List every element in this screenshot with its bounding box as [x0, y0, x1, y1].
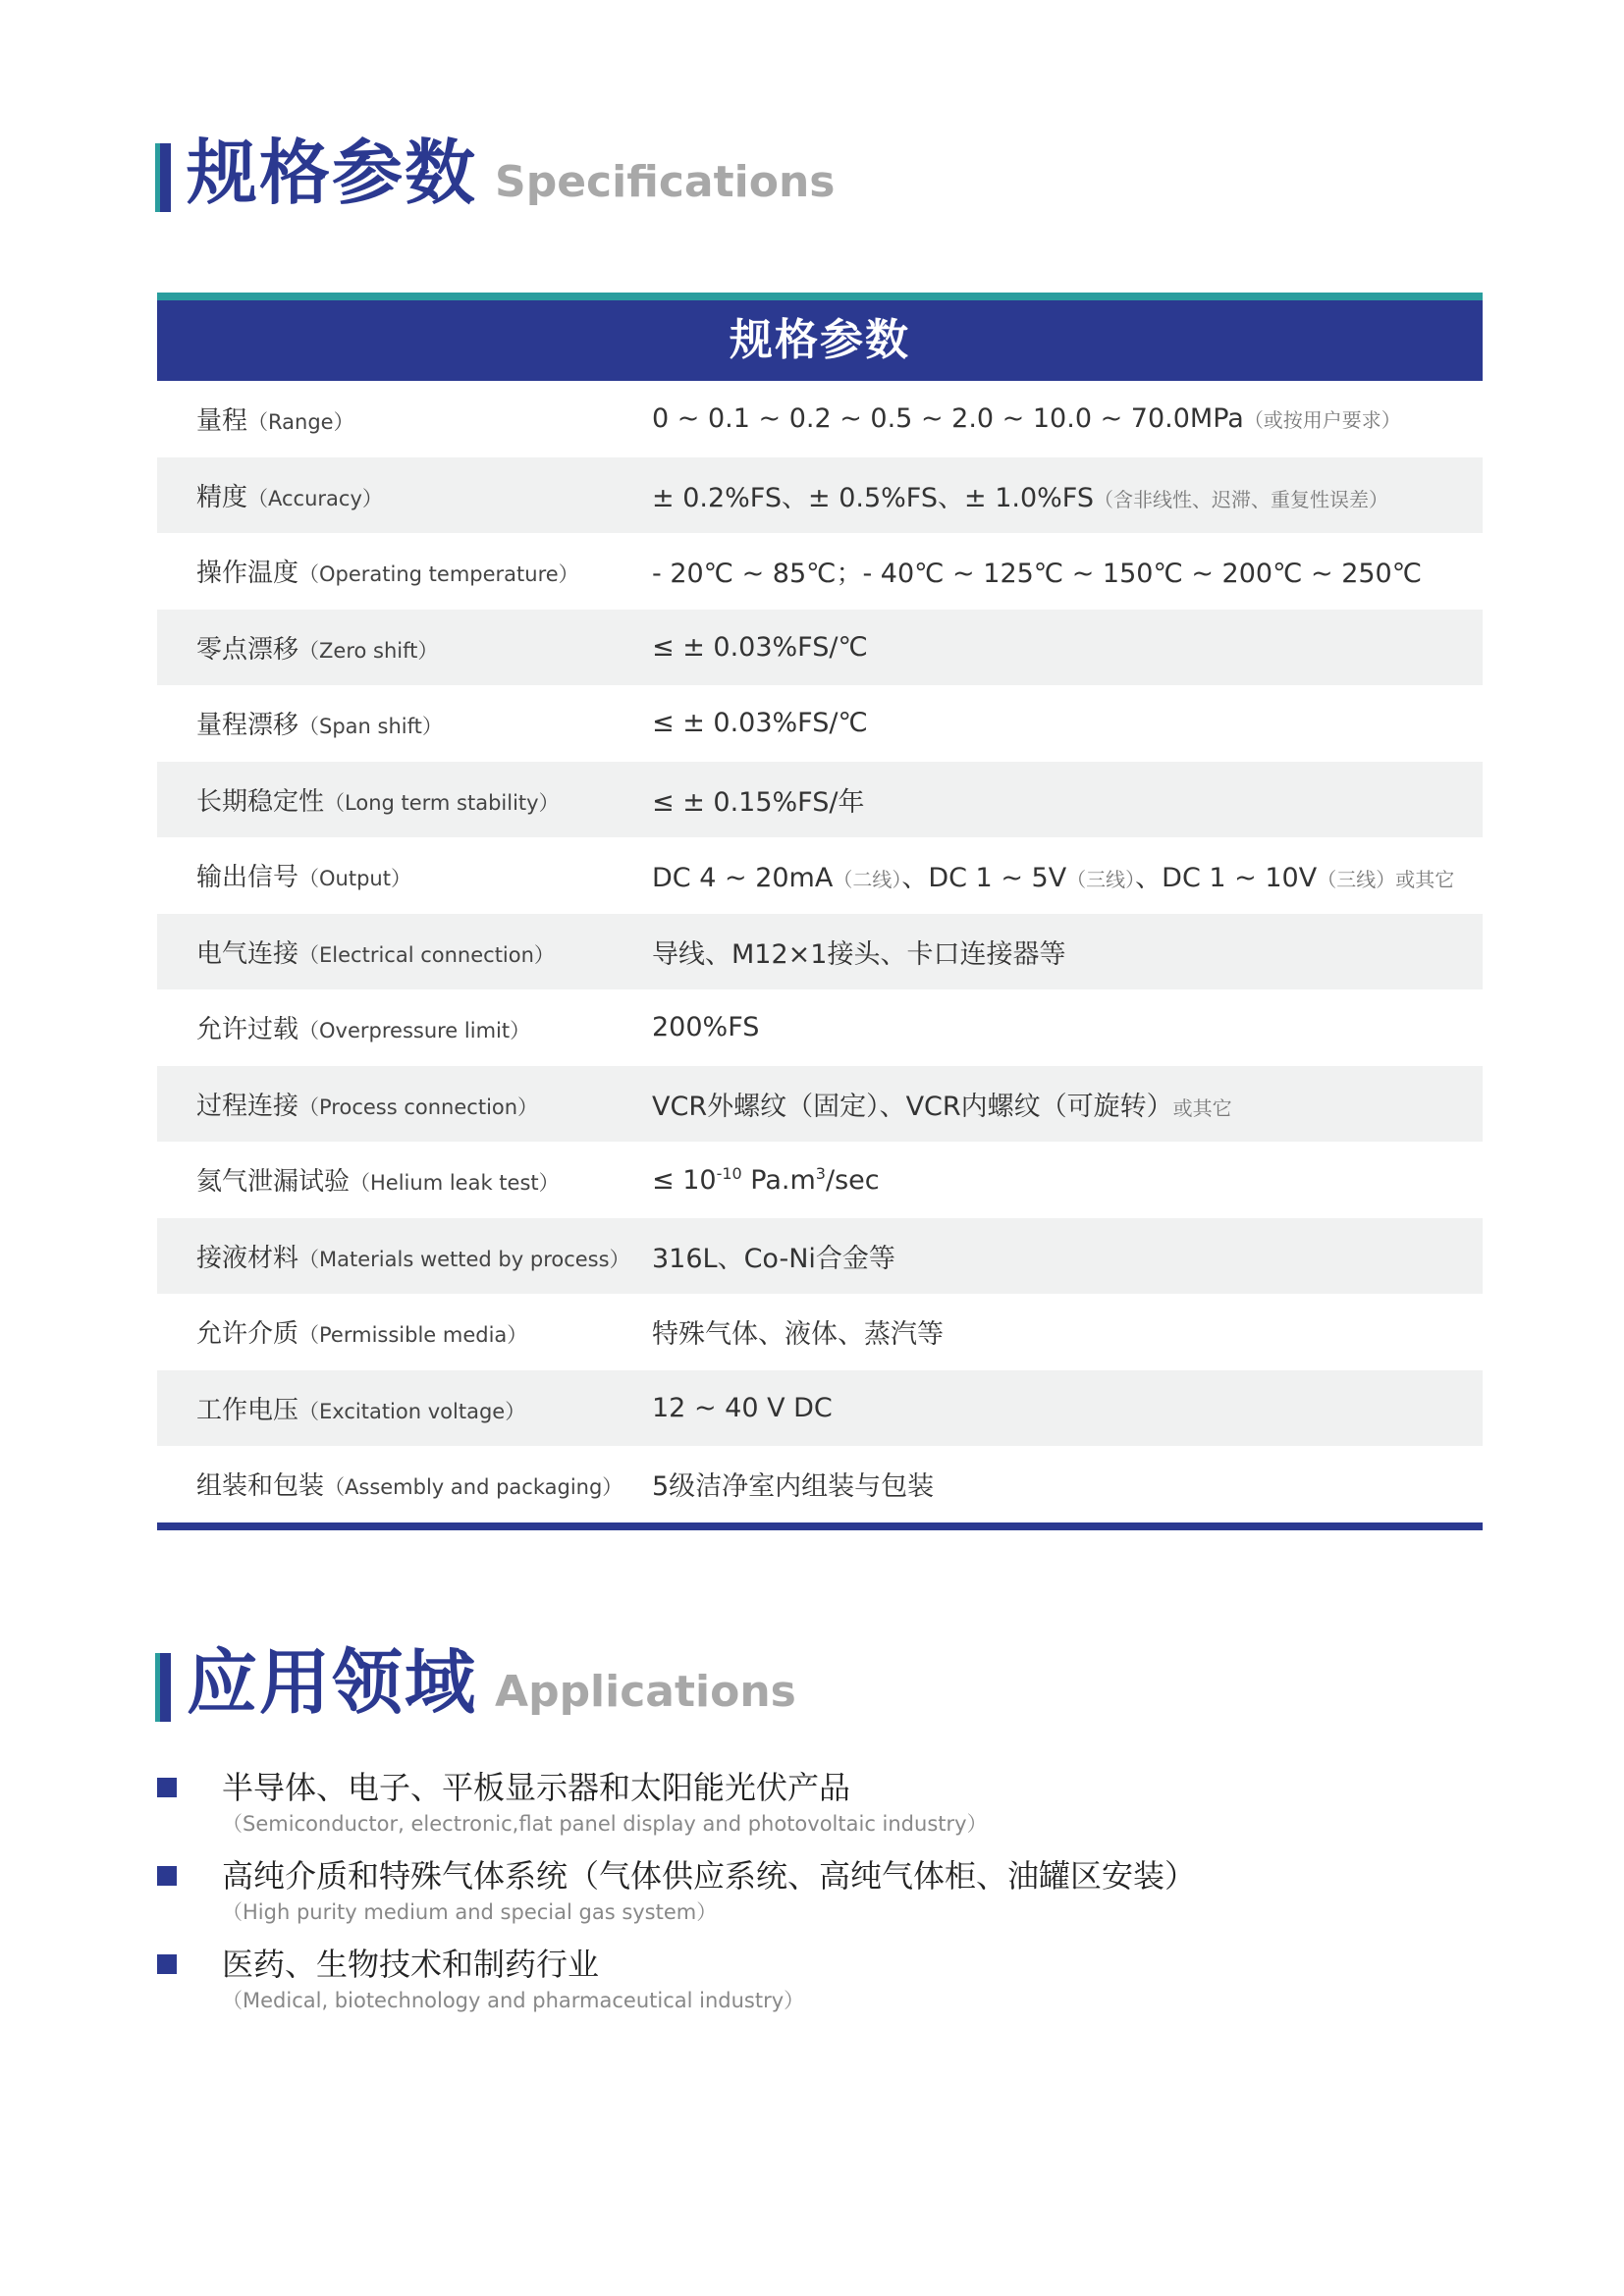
row-label [157, 1086, 652, 1122]
row-value-note: （含非线性、迟滞、重复性误差） [1093, 487, 1388, 511]
row-value-note: （或按用户要求） [1243, 408, 1401, 433]
row-label-cn: 允许过载 [196, 1015, 299, 1045]
row-value-exponent: 3 [815, 1163, 826, 1183]
row-value [652, 1465, 934, 1503]
row-value-note: （三线） [1317, 868, 1396, 892]
table-row-zero-shift [157, 610, 1483, 686]
row-label-en: （Operating temperature） [298, 562, 579, 587]
heading-accent-bar [155, 143, 171, 212]
list-item [157, 1855, 1483, 1944]
row-value-text: 、DC 1 ~ 5V [901, 863, 1067, 894]
row-label-en: （Long term stability） [324, 790, 560, 815]
applications-title-cn: 应用领域 [187, 1641, 478, 1724]
row-label-en: （Range） [247, 410, 354, 435]
row-label-en: （Overpressure limit） [298, 1019, 531, 1043]
row-value-text: ≤ ± 0.03%FS/℃ [652, 708, 868, 739]
row-value-note: 或其它 [1172, 1095, 1232, 1120]
row-label [157, 857, 652, 893]
row-value-text: - 20℃ ~ 85℃；- 40℃ ~ 125℃ ~ 150℃ ~ 200℃ ~ 250℃ [652, 559, 1423, 590]
row-value [652, 552, 1422, 590]
row-value-text: 200%FS [652, 1012, 760, 1043]
application-cn: 高纯介质和特殊气体系统（气体供应系统、高纯气体柜、油罐区安装） [222, 1857, 1197, 1895]
specifications-title-cn: 规格参数 [187, 132, 478, 214]
row-value-text: /sec [825, 1164, 880, 1196]
applications-list [157, 1767, 1483, 2032]
row-value-text: ± 0.2%FS、± 0.5%FS、± 1.0%FS [652, 482, 1094, 513]
applications-heading [155, 1643, 796, 1722]
row-value [652, 403, 1401, 434]
row-label-en: （Helium leak test） [350, 1171, 560, 1196]
row-label [157, 781, 652, 818]
table-row-span-shift [157, 685, 1483, 762]
row-label-cn: 长期稳定性 [196, 786, 325, 817]
table-row-process-connection [157, 1066, 1483, 1143]
row-value [652, 1012, 759, 1042]
row-value-text: 导线、M12×1接头、卡口连接器等 [652, 938, 1066, 970]
row-label-en: （Permissible media） [298, 1323, 528, 1348]
row-value [652, 632, 868, 663]
table-row-range [157, 381, 1483, 457]
row-value-text: 316L、Co-Ni合金等 [652, 1243, 895, 1274]
application-en: （High purity medium and special gas system） [222, 1900, 718, 1924]
row-value-text: 、DC 1 ~ 10V [1135, 863, 1318, 894]
application-en: （Medical, biotechnology and pharmaceutical industry） [222, 1989, 805, 2012]
row-label [157, 705, 652, 741]
row-label-cn: 零点漂移 [196, 634, 299, 665]
row-label-en: （Electrical connection） [298, 942, 555, 967]
row-label [157, 477, 652, 513]
row-value-text: Pa.m [741, 1164, 816, 1196]
row-label [157, 1466, 652, 1502]
table-row-accuracy [157, 457, 1483, 534]
table-row-materials-wetted [157, 1218, 1483, 1295]
row-label-en: （Excitation voltage） [298, 1399, 526, 1423]
row-label-cn: 精度 [196, 482, 248, 512]
row-label-cn: 允许介质 [196, 1319, 299, 1350]
row-label [157, 1238, 652, 1274]
row-label [157, 400, 652, 437]
row-label-en: （Assembly and packaging） [324, 1475, 623, 1500]
square-bullet-icon [157, 1954, 177, 1974]
row-label-cn: 接液材料 [196, 1243, 299, 1273]
row-value [652, 933, 1065, 971]
table-row-overpressure-limit [157, 989, 1483, 1066]
row-value-text: 12 ~ 40 V DC [652, 1392, 833, 1423]
row-value-note: （二线） [833, 868, 902, 892]
table-row-permissible-media [157, 1294, 1483, 1370]
table-row-long-term-stability [157, 762, 1483, 838]
specifications-title-en: Specifications [495, 157, 836, 207]
row-value [652, 1085, 1232, 1123]
row-label-en: （Accuracy） [247, 486, 383, 510]
row-label-en: （Span shift） [298, 715, 443, 739]
spec-table-rows [157, 381, 1483, 1522]
row-label [157, 1313, 652, 1350]
heading-accent-bar [155, 1653, 171, 1722]
applications-title-en: Applications [495, 1667, 796, 1717]
list-item [157, 1767, 1483, 1855]
specifications-heading [155, 133, 835, 212]
row-value [652, 476, 1388, 514]
row-value-text: ≤ 10 [652, 1164, 717, 1196]
row-value-text: ≤ ± 0.15%FS/年 [652, 786, 865, 818]
row-value [652, 856, 1454, 894]
row-value-text: ≤ ± 0.03%FS/℃ [652, 631, 868, 663]
spec-table-title: 规格参数 [157, 300, 1483, 381]
row-value [652, 708, 868, 738]
row-value-note: （三线） [1066, 868, 1136, 892]
row-label-cn: 电气连接 [196, 938, 299, 969]
list-item [157, 1944, 1483, 2032]
row-label [157, 1161, 652, 1198]
row-label-cn: 操作温度 [196, 559, 299, 589]
table-row-assembly-packaging [157, 1446, 1483, 1522]
table-row-operating-temperature [157, 533, 1483, 610]
row-value-note: 或其它 [1395, 868, 1455, 892]
row-value [652, 1164, 880, 1196]
row-label-en: （Process connection） [298, 1095, 539, 1119]
row-label-cn: 过程连接 [196, 1091, 299, 1121]
row-label-en: （Output） [298, 867, 411, 891]
row-label-cn: 组装和包装 [196, 1471, 325, 1502]
row-label-cn: 氦气泄漏试验 [196, 1167, 351, 1198]
row-value-text: 5级洁净室内组装与包装 [652, 1471, 935, 1503]
square-bullet-icon [157, 1866, 177, 1886]
row-label [157, 1390, 652, 1426]
row-value-text: 特殊气体、液体、蒸汽等 [652, 1319, 944, 1351]
application-cn: 医药、生物技术和制药行业 [222, 1946, 600, 1983]
row-value [652, 1393, 833, 1423]
table-row-electrical-connection [157, 914, 1483, 990]
row-value-exponent: -10 [716, 1163, 742, 1183]
table-row-excitation-voltage [157, 1370, 1483, 1447]
application-en: （Semiconductor, electronic,flat panel display and photovoltaic industry） [222, 1812, 988, 1836]
table-bottom-divider [157, 1522, 1483, 1530]
row-label [157, 629, 652, 666]
row-value-text: DC 4 ~ 20mA [652, 863, 834, 894]
spec-table [157, 293, 1483, 1530]
square-bullet-icon [157, 1778, 177, 1797]
row-label-cn: 量程 [196, 406, 248, 437]
row-label-cn: 工作电压 [196, 1395, 299, 1425]
row-value [652, 780, 864, 819]
row-label-cn: 输出信号 [196, 863, 299, 893]
row-value-text: VCR外螺纹（固定）、VCR内螺纹（可旋转） [652, 1091, 1173, 1122]
table-row-output [157, 837, 1483, 914]
row-label [157, 1009, 652, 1045]
table-top-divider [157, 293, 1483, 300]
application-cn: 半导体、电子、平板显示器和太阳能光伏产品 [222, 1769, 851, 1806]
row-label [157, 553, 652, 589]
row-value-text: 0 ~ 0.1 ~ 0.2 ~ 0.5 ~ 2.0 ~ 10.0 ~ 70.0MPa [652, 403, 1244, 435]
row-label-cn: 量程漂移 [196, 711, 299, 741]
table-row-helium-leak-test [157, 1142, 1483, 1218]
row-label [157, 934, 652, 970]
row-value [652, 1312, 944, 1351]
row-label-en: （Materials wetted by process） [298, 1247, 630, 1271]
row-value [652, 1237, 895, 1275]
row-label-en: （Zero shift） [298, 638, 439, 663]
